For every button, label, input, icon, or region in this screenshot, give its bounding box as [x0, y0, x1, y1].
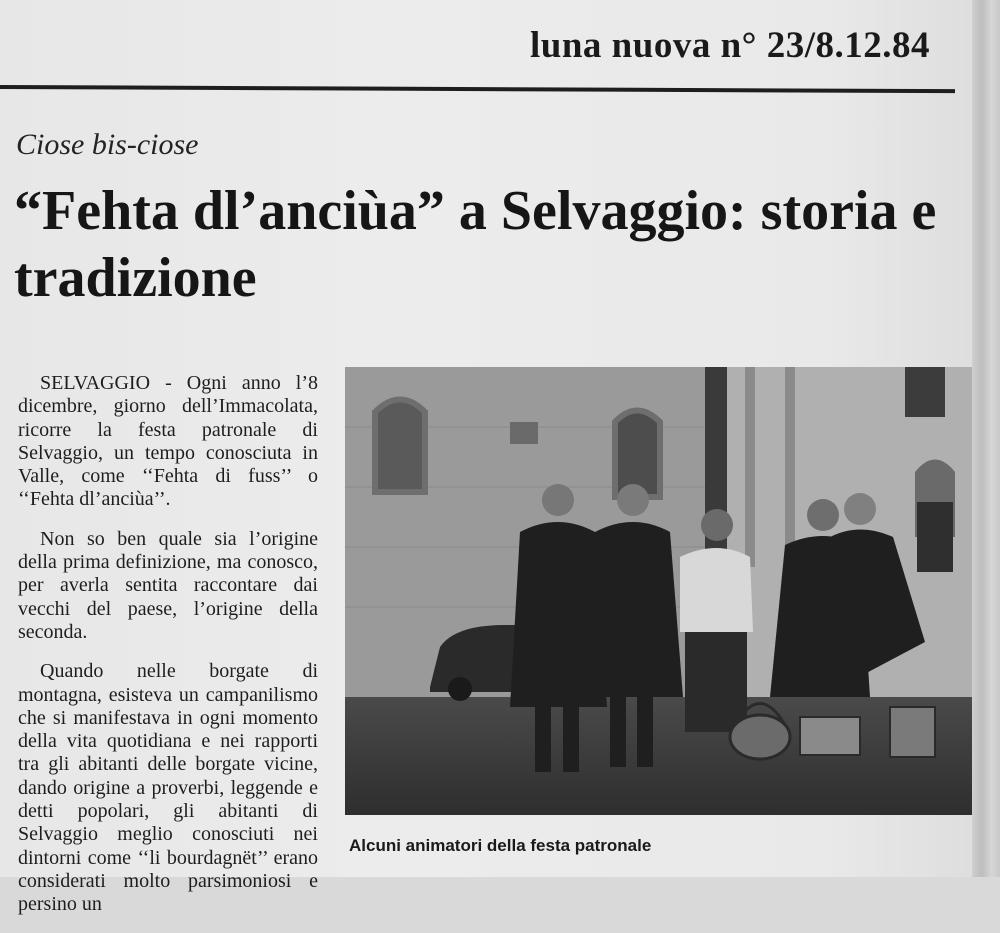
section-kicker: Ciose bis-ciose — [16, 128, 199, 161]
article-paragraph: Quando nelle borgate di montagna, esisteva un campanilismo che si manifestava in ogni momento della vita quotidiana e nei rapporti tra gli abitanti delle borgate vicine, dando origine a proverbi, leggende e detti popolari, gli abitanti di Selvaggio meglio conosciuti nei dintorni come ‘‘li bourdagnët’’ erano considerati molto parsimoniosi e persino un — [18, 660, 318, 916]
masthead: luna nuova n° 23/8.12.84 — [530, 25, 930, 66]
article-photo — [345, 367, 972, 815]
article-body — [18, 372, 318, 933]
photo-group-of-people-icon — [345, 367, 972, 815]
article-paragraph: Non so ben quale sia l’origine della prima definizione, ma conosco, per averla sentita raccontare dai vecchi del paese, l’origine della seconda. — [18, 527, 318, 643]
photo-caption: Alcuni animatori della festa patronale — [349, 836, 652, 855]
page-edge — [972, 0, 1000, 877]
masthead-rule — [0, 85, 955, 93]
article-headline: “Fehta dl’anciùa” a Selvaggio: storia e tradizione — [14, 180, 937, 309]
article-paragraph: SELVAGGIO - Ogni anno l’8 dicembre, giorno dell’Immacolata, ricorre la festa patronale di Selvaggio, un tempo conosciuta in Valle, come ‘‘Fehta di fuss’’ o ‘‘Fehta dl’anciùa’’. — [18, 372, 318, 511]
